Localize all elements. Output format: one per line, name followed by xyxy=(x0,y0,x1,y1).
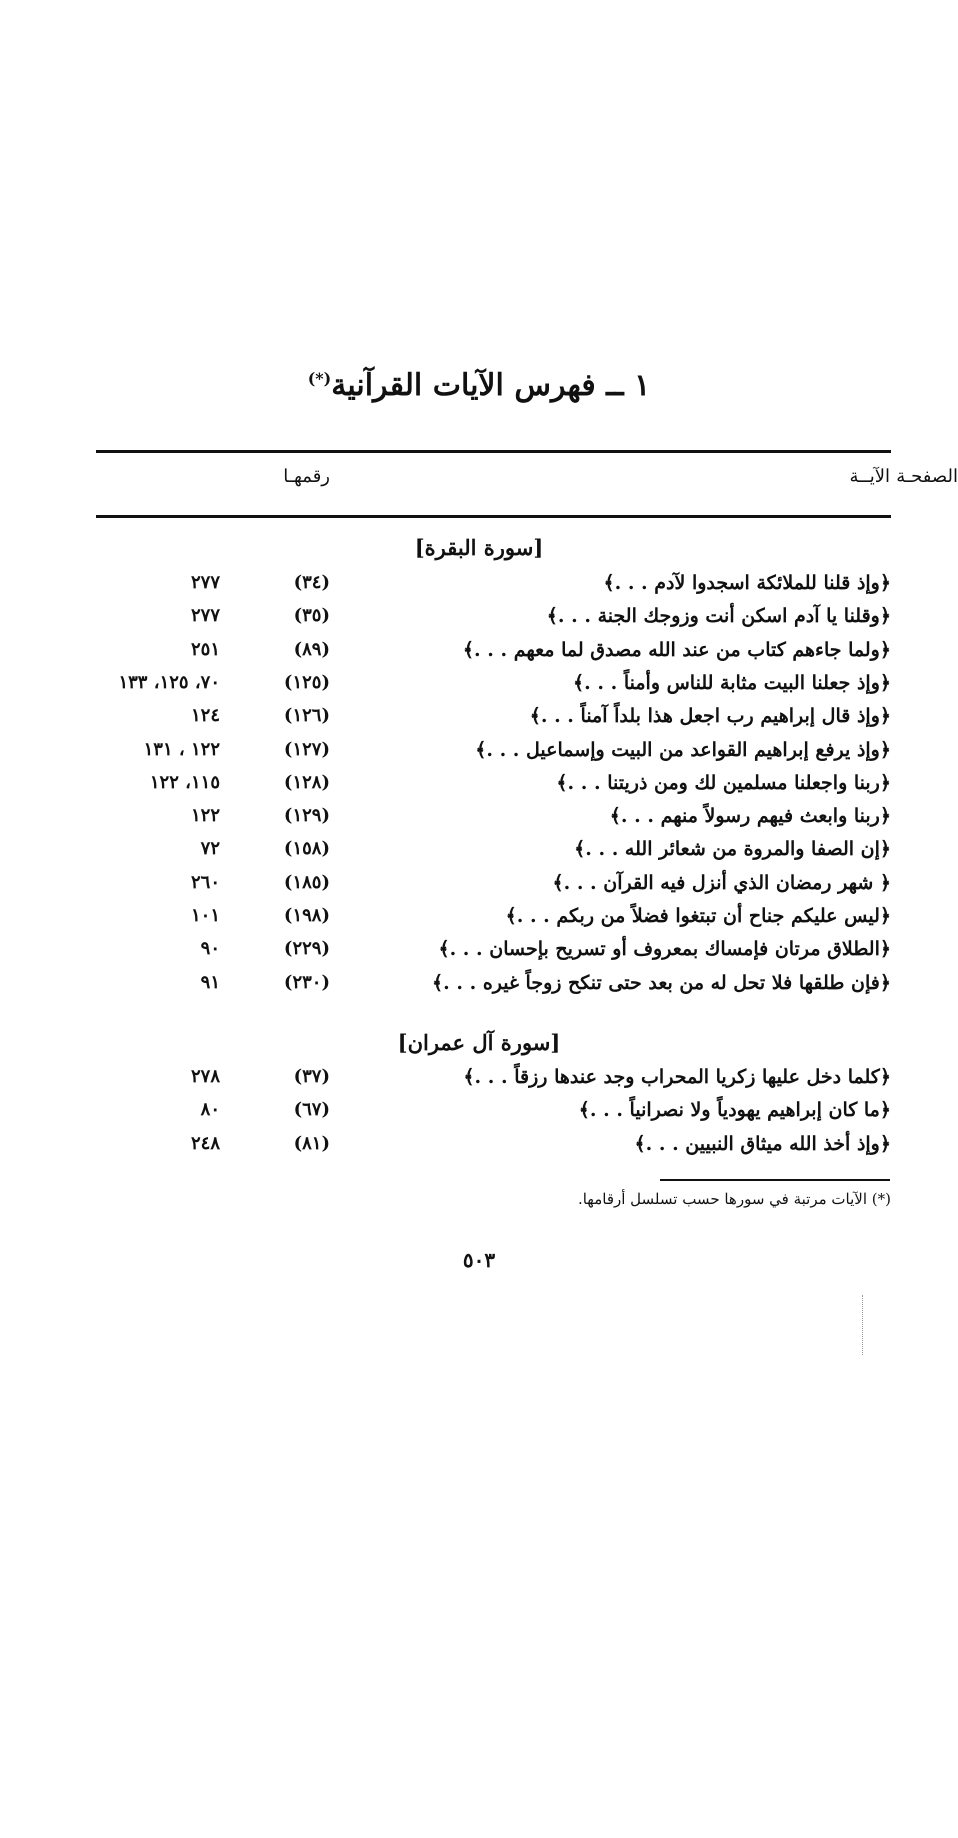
index-page-cell: ٢٧٧ xyxy=(190,572,220,593)
header-number: رقمهـا xyxy=(283,466,330,487)
margin-dots xyxy=(862,1295,864,1355)
index-ayah-cell: ﴿وإذ قلنا للملائكة اسجدوا لآدم . . .﴾ xyxy=(603,572,891,594)
index-ayah-cell: ﴿فإن طلقها فلا تحل له من بعد حتى تنكح زوجاً غيره . . .﴾ xyxy=(432,971,891,994)
index-row xyxy=(0,972,958,1004)
index-number-cell: (٢٣٠) xyxy=(283,971,330,993)
index-page-cell: ١٠١ xyxy=(190,905,220,926)
index-number-cell: (٨١) xyxy=(293,1132,330,1154)
index-page-cell: ٢٦٠ xyxy=(190,871,220,893)
index-number-cell: (١٢٧) xyxy=(283,738,330,760)
index-page-cell: ٧٠، ١٢٥، ١٣٣ xyxy=(118,671,220,693)
header-ayah: الآيــة xyxy=(849,466,890,487)
page-number: ٥٠٣ xyxy=(462,1248,496,1272)
footnote: (*) الآيات مرتبة في سورها حسب تسلسل أرقامها. xyxy=(577,1190,891,1208)
index-page-cell: ١٢٢ ، ١٣١ xyxy=(143,738,220,760)
index-row xyxy=(0,739,958,771)
surah-heading: [سورة البقرة] xyxy=(414,535,544,560)
index-ayah-cell: ﴿كلما دخل عليها زكريا المحراب وجد عندها رزقاً . . .﴾ xyxy=(463,1066,891,1088)
index-ayah-cell: ﴿ما كان إبراهيم يهودياً ولا نصرانياً . . .﴾ xyxy=(578,1099,891,1122)
title-text: ١ ــ فهرس الآيات القرآنية xyxy=(331,368,651,403)
index-row xyxy=(0,805,958,837)
index-number-cell: (١٢٦) xyxy=(283,705,330,727)
index-page-cell: ٩١ xyxy=(200,971,220,993)
index-page-cell: ١٢٤ xyxy=(190,705,220,727)
index-row xyxy=(0,705,958,737)
index-page-cell: ٢٥١ xyxy=(190,638,220,660)
index-row xyxy=(0,639,958,671)
index-page-cell: ١١٥، ١٢٢ xyxy=(149,771,220,793)
index-row xyxy=(0,605,958,637)
index-row xyxy=(0,905,958,937)
index-ayah-cell: ﴿ربنا واجعلنا مسلمين لك ومن ذريتنا . . .﴾ xyxy=(556,771,891,794)
index-page-cell: ٩٠ xyxy=(200,938,220,960)
index-number-cell: (١٥٨) xyxy=(283,838,330,860)
index-number-cell: (٨٩) xyxy=(293,638,330,660)
index-row xyxy=(0,1133,958,1165)
header-page: الصفحـة xyxy=(896,466,958,487)
index-number-cell: (١٩٨) xyxy=(283,905,330,926)
index-ayah-cell: ﴿وإذ أخذ الله ميثاق النبيين . . .﴾ xyxy=(634,1132,891,1155)
index-row xyxy=(0,838,958,870)
page-title xyxy=(0,368,958,403)
index-number-cell: (٦٧) xyxy=(293,1099,330,1121)
title-footnote-mark: (*) xyxy=(307,369,332,388)
index-ayah-cell: ﴿الطلاق مرتان فإمساك بمعروف أو تسريح بإحسان . . .﴾ xyxy=(438,938,891,961)
index-row xyxy=(0,572,958,604)
index-page-cell: ١٢٢ xyxy=(190,805,220,827)
header-top-rule xyxy=(96,450,891,453)
index-number-cell: (٣٤) xyxy=(293,572,330,593)
footnote-rule xyxy=(660,1179,890,1181)
index-ayah-cell: ﴿ شهر رمضان الذي أنزل فيه القرآن . . .﴾ xyxy=(552,871,891,894)
index-number-cell: (١٢٩) xyxy=(283,805,330,827)
index-page-cell: ٢٧٨ xyxy=(190,1066,220,1087)
index-row xyxy=(0,1099,958,1131)
index-number-cell: (١٢٨) xyxy=(283,771,330,793)
index-ayah-cell: ﴿وإذ قال إبراهيم رب اجعل هذا بلداً آمناً . . .﴾ xyxy=(529,705,891,728)
index-ayah-cell: ﴿وإذ جعلنا البيت مثابة للناس وأمناً . . .﴾ xyxy=(573,671,891,694)
index-ayah-cell: ﴿وقلنا يا آدم اسكن أنت وزوجك الجنة . . .﴾ xyxy=(546,605,891,628)
index-page-cell: ٢٧٧ xyxy=(190,605,220,627)
surah-heading: [سورة آل عمران] xyxy=(397,1030,561,1055)
index-ayah-cell: ﴿ربنا وابعث فيهم رسولاً منهم . . .﴾ xyxy=(609,805,891,828)
index-row xyxy=(0,938,958,970)
index-page-cell: ٧٢ xyxy=(200,838,220,860)
index-row xyxy=(0,872,958,904)
index-page-cell: ٢٤٨ xyxy=(190,1132,220,1154)
index-number-cell: (١٢٥) xyxy=(283,671,330,693)
index-row xyxy=(0,1066,958,1098)
index-row xyxy=(0,772,958,804)
index-row xyxy=(0,672,958,704)
index-ayah-cell: ﴿ولما جاءهم كتاب من عند الله مصدق لما معهم . . .﴾ xyxy=(462,638,891,661)
index-number-cell: (٣٥) xyxy=(293,605,330,627)
index-number-cell: (٣٧) xyxy=(293,1066,330,1087)
index-ayah-cell: ﴿وإذ يرفع إبراهيم القواعد من البيت وإسماعيل . . .﴾ xyxy=(475,738,891,761)
index-ayah-cell: ﴿إن الصفا والمروة من شعائر الله . . .﴾ xyxy=(574,838,891,861)
header-bottom-rule xyxy=(96,515,891,518)
index-ayah-cell: ﴿ليس عليكم جناح أن تبتغوا فضلاً من ربكم . . .﴾ xyxy=(505,905,891,927)
index-number-cell: (١٨٥) xyxy=(283,871,330,893)
index-number-cell: (٢٢٩) xyxy=(283,938,330,960)
index-page-cell: ٨٠ xyxy=(200,1099,220,1121)
